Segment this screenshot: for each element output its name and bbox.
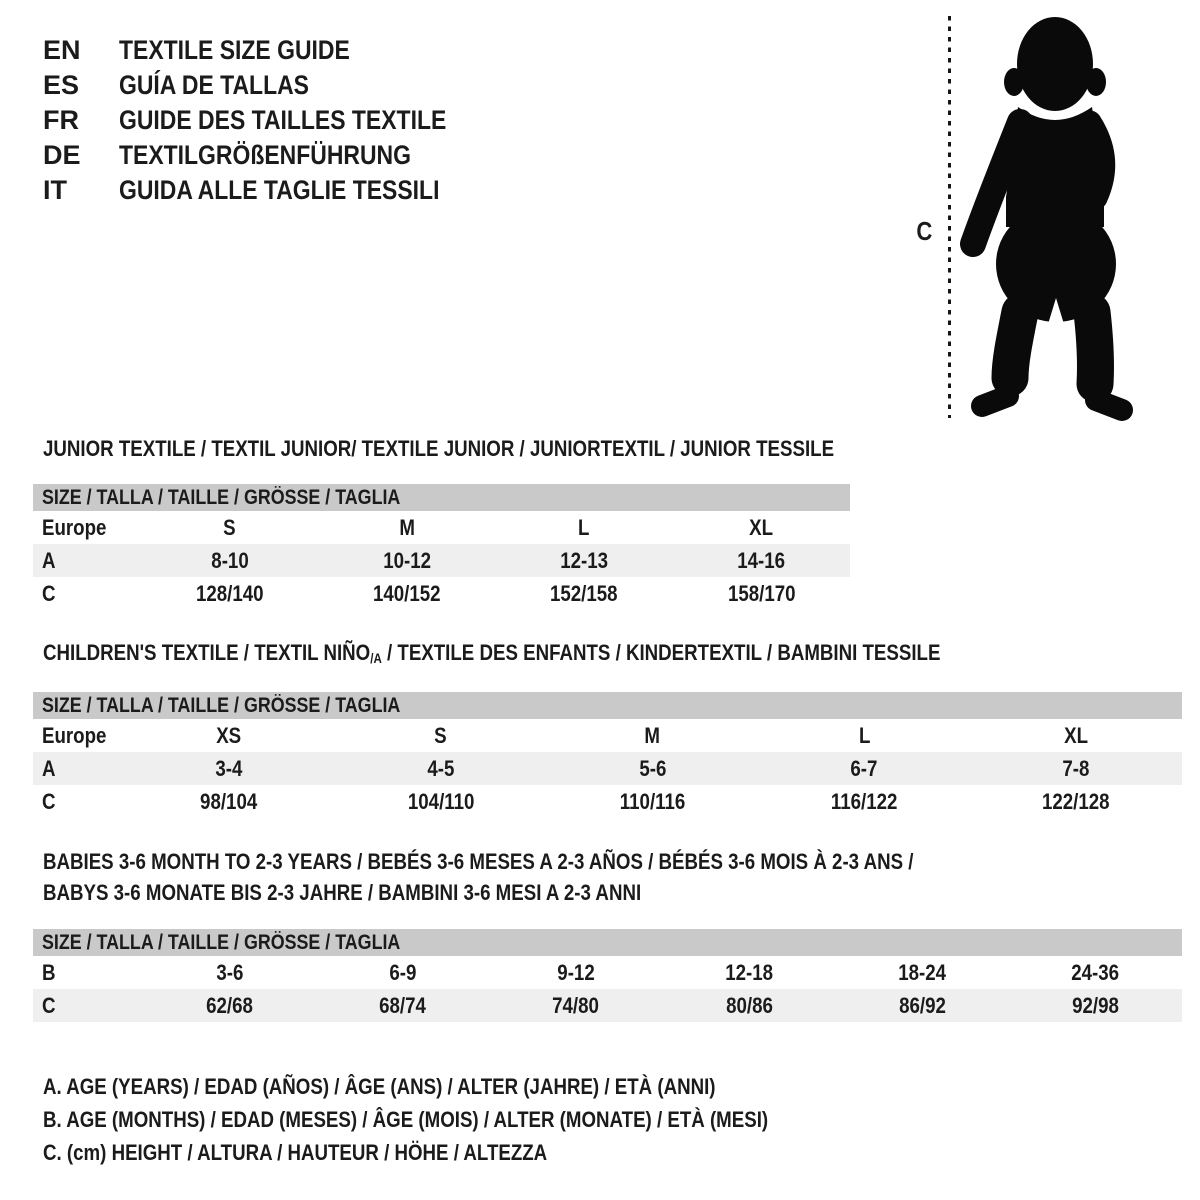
footnote-age-months: B. AGE (MONTHS) / EDAD (MESES) / ÂGE (MOIS) / ALTER (MONATE) / ETÀ (MESI) — [43, 1107, 769, 1132]
table-row-c — [33, 989, 1182, 1022]
size-value-cell: XL — [1064, 722, 1089, 748]
size-header-bar — [33, 692, 1182, 719]
babies-section-title: BABIES 3-6 MONTH TO 2-3 YEARS / BEBÉS 3-6 MESES A 2-3 AÑOS / BÉBÉS 3-6 MOIS À 2-3 ANS / BABYS 3-6 MONATE BIS 2-3 JAHRE / BAMBINI 3-6 MESI A 2-3 ANNI — [43, 849, 914, 905]
height-measure-label: C — [916, 216, 933, 246]
footnotes — [43, 1070, 896, 1169]
nino-a-subscript: /A — [370, 651, 382, 666]
size-value-cell: M — [399, 514, 415, 540]
size-value-cell: 6-9 — [389, 959, 417, 985]
language-row-es — [43, 68, 504, 103]
size-value-cell: 158/170 — [727, 580, 796, 606]
size-value-cell: 5-6 — [638, 755, 667, 781]
junior-section-title: JUNIOR TEXTILE / TEXTIL JUNIOR/ TEXTILE JUNIOR / JUNIORTEXTIL / JUNIOR TESSILE — [43, 436, 835, 461]
children-size-table — [33, 692, 1182, 818]
row-label-cell: C — [42, 580, 56, 606]
height-measure-dashed-line — [948, 16, 951, 418]
size-value-cell: 128/140 — [195, 580, 264, 606]
size-value-cell: M — [644, 722, 661, 748]
table-row-a — [33, 752, 1182, 785]
table-row-b — [33, 956, 1182, 989]
size-value-cell: 10-12 — [382, 547, 431, 573]
toddler-silhouette-icon — [958, 12, 1148, 422]
guide-title: GUÍA DE TALLAS — [119, 70, 309, 100]
size-value-cell: 62/68 — [206, 992, 253, 1018]
row-label-cell: B — [42, 959, 56, 985]
size-header-bar — [33, 484, 850, 511]
size-value-cell: 24-36 — [1071, 959, 1120, 985]
table-row-europe — [33, 719, 1182, 752]
table-row-c — [33, 785, 1182, 818]
language-code: EN — [43, 35, 81, 65]
size-value-cell: 92/98 — [1072, 992, 1119, 1018]
row-label-cell: A — [42, 547, 56, 573]
size-value-cell: 7-8 — [1062, 755, 1090, 781]
language-row-it — [43, 173, 504, 208]
language-row-en — [43, 33, 504, 68]
size-value-cell: 18-24 — [898, 959, 947, 985]
table-row-a — [33, 544, 850, 577]
size-value-cell: 104/110 — [407, 788, 474, 814]
guide-title: TEXTILE SIZE GUIDE — [119, 35, 350, 65]
size-value-cell: 4-5 — [427, 755, 455, 781]
footnote-age-years: A. AGE (YEARS) / EDAD (AÑOS) / ÂGE (ANS) / ALTER (JAHRE) / ETÀ (ANNI) — [43, 1074, 716, 1099]
table-row-c — [33, 577, 850, 610]
size-value-cell: 9-12 — [557, 959, 595, 985]
size-value-cell: XS — [216, 722, 242, 748]
row-label-cell: Europe — [42, 514, 107, 540]
language-code: DE — [43, 140, 81, 170]
language-code: IT — [43, 175, 67, 205]
row-label-cell: C — [42, 788, 56, 814]
size-value-cell: 3-6 — [216, 959, 244, 985]
size-header-label: SIZE / TALLA / TAILLE / GRÖSSE / TAGLIA — [42, 930, 401, 954]
size-value-cell: 116/122 — [830, 788, 898, 814]
size-header-label: SIZE / TALLA / TAILLE / GRÖSSE / TAGLIA — [42, 693, 401, 717]
size-value-cell: 8-10 — [210, 547, 249, 573]
language-code: ES — [43, 70, 80, 100]
size-value-cell: S — [223, 514, 236, 540]
row-label-cell: C — [42, 992, 56, 1018]
size-value-cell: 122/128 — [1042, 788, 1110, 814]
guide-title: TEXTILGRÖßENFÜHRUNG — [119, 140, 411, 170]
language-code: FR — [43, 105, 79, 135]
guide-title: GUIDE DES TAILLES TEXTILE — [119, 105, 447, 135]
size-header-bar — [33, 929, 1182, 956]
size-value-cell: 6-7 — [850, 755, 878, 781]
size-header-label: SIZE / TALLA / TAILLE / GRÖSSE / TAGLIA — [42, 485, 401, 509]
size-value-cell: 86/92 — [898, 992, 946, 1018]
size-value-cell: L — [858, 722, 871, 748]
table-row-europe — [33, 511, 850, 544]
language-title-list — [43, 33, 504, 208]
footnote-height-cm: C. (cm) HEIGHT / ALTURA / HAUTEUR / HÖHE / ALTEZZA — [43, 1140, 548, 1165]
language-row-fr — [43, 103, 504, 138]
size-value-cell: 12-18 — [725, 959, 774, 985]
children-section-title: CHILDREN'S TEXTILE / TEXTIL $NIÑO_{/A}$ / TEXTILE DES ENFANTS / KINDERTEXTIL / BAMBINI TESSILE — [43, 640, 941, 666]
size-value-cell: 152/158 — [550, 580, 618, 606]
size-value-cell: 3-4 — [215, 755, 243, 781]
language-row-de — [43, 138, 504, 173]
size-value-cell: 80/86 — [725, 992, 773, 1018]
row-label-cell: A — [42, 755, 56, 781]
size-value-cell: 98/104 — [200, 788, 258, 814]
size-value-cell: 74/80 — [552, 992, 600, 1018]
junior-size-table — [33, 484, 850, 610]
size-value-cell: S — [434, 722, 447, 748]
size-value-cell: 12-13 — [560, 547, 609, 573]
size-value-cell: L — [578, 514, 590, 540]
babies-size-table — [33, 929, 1182, 1022]
size-value-cell: 140/152 — [373, 580, 441, 606]
size-value-cell: 68/74 — [379, 992, 427, 1018]
size-value-cell: XL — [749, 514, 774, 540]
row-label-cell: Europe — [42, 722, 107, 748]
size-value-cell: 14-16 — [737, 547, 786, 573]
guide-title: GUIDA ALLE TAGLIE TESSILI — [119, 175, 440, 205]
size-value-cell: 110/116 — [619, 788, 686, 814]
